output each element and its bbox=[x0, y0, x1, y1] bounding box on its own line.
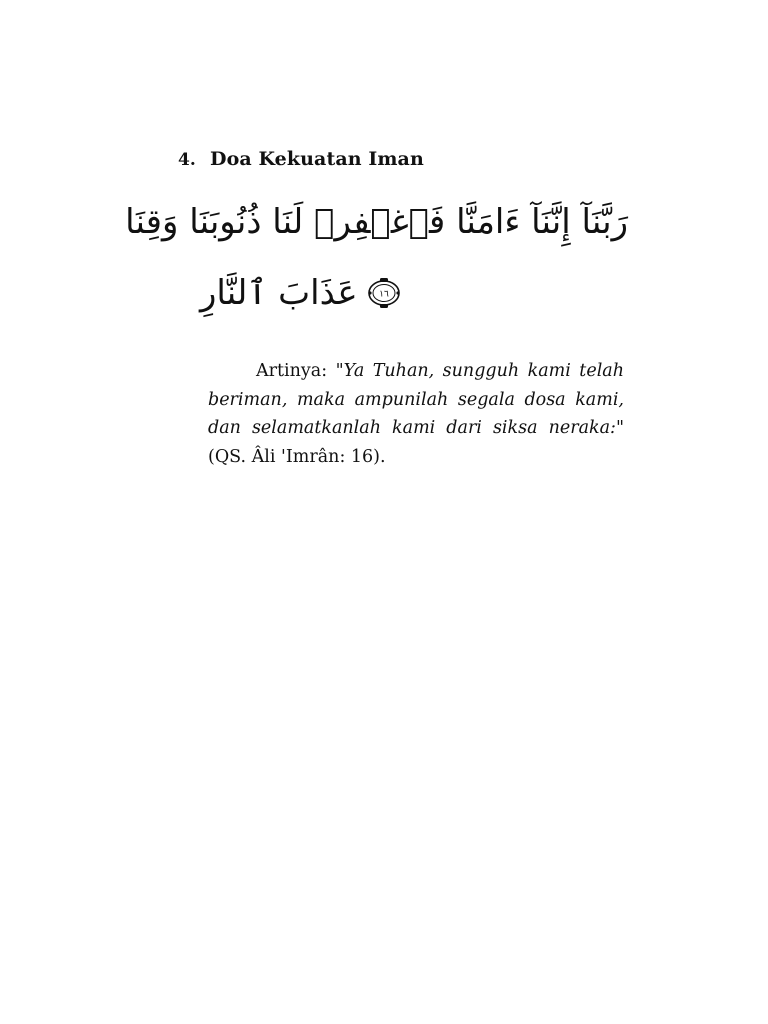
ayah-number: ١٦ bbox=[378, 289, 389, 299]
section-number: 4. bbox=[178, 150, 196, 170]
verse-reference: (QS. Âli 'Imrân: 16). bbox=[208, 446, 386, 467]
section-heading bbox=[178, 148, 424, 170]
translation-label: Artinya: bbox=[256, 361, 328, 381]
ayah-end-marker-icon bbox=[366, 275, 402, 311]
arabic-verse-line-1: رَبَّنَآ إِنَّنَآ ءَامَنَّا فَٱغۡفِرۡ لَنَا ذُنُوبَنَا وَقِنَا bbox=[125, 202, 628, 242]
translation-quote: "Ya Tuhan, sungguh kami telah beriman, maka ampunilah segala dosa kami, dan selamatkanlah kami dari siksa neraka:" bbox=[208, 361, 624, 438]
arabic-verse-line-2 bbox=[200, 272, 628, 313]
arabic-verse-text: عَذَابَ ٱلنَّارِ bbox=[200, 273, 358, 313]
ayah-ornament-icon bbox=[366, 275, 402, 311]
section-title: Doa Kekuatan Iman bbox=[210, 148, 424, 170]
translation-paragraph bbox=[208, 357, 624, 471]
